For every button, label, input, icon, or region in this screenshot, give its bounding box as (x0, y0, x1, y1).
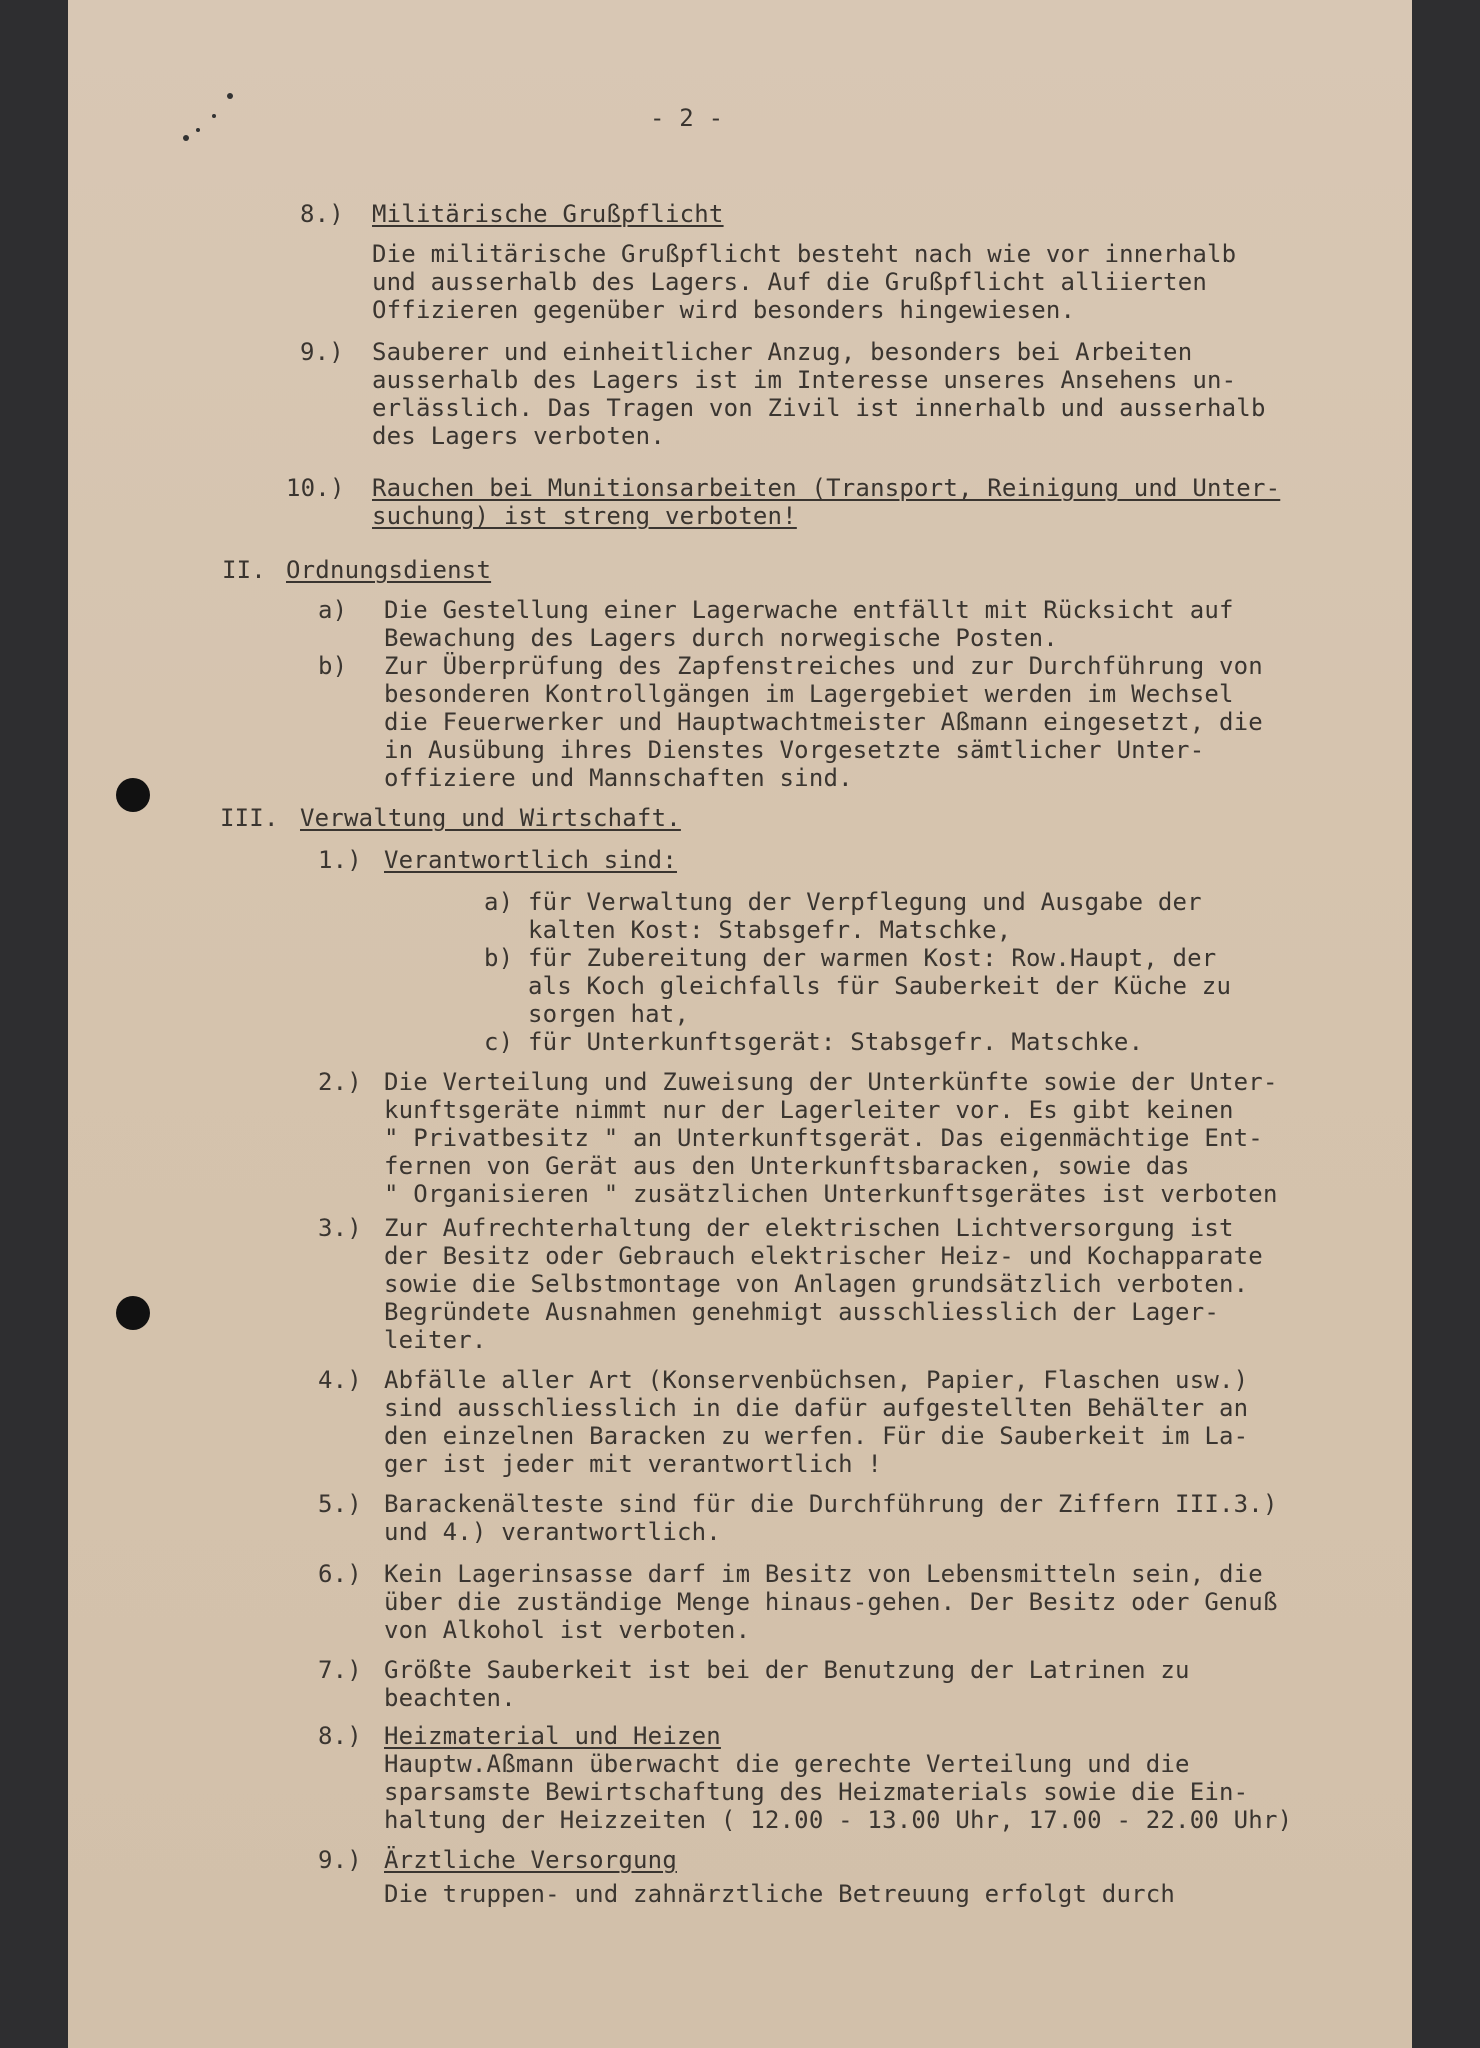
paragraph-line: sowie die Selbstmontage von Anlagen grundsätzlich verboten. (384, 1270, 1249, 1298)
section-heading: Militärische Grußpflicht (372, 200, 724, 228)
item-number: 1.) (318, 846, 362, 874)
paragraph-line: Die Verteilung und Zuweisung der Unterkünfte sowie der Unter- (384, 1068, 1278, 1096)
paragraph-line: kalten Kost: Stabsgefr. Matschke, (484, 916, 1012, 944)
paragraph-line: Zur Überprüfung des Zapfenstreiches und zur Durchführung von (384, 652, 1263, 680)
paragraph-line: der Besitz oder Gebrauch elektrischer Heiz- und Kochapparate (384, 1242, 1263, 1270)
paragraph-line: Zur Aufrechterhaltung der elektrischen Lichtversorgung ist (384, 1214, 1234, 1242)
paragraph-line: Abfälle aller Art (Konservenbüchsen, Papier, Flaschen usw.) (384, 1366, 1249, 1394)
paragraph-line: Die militärische Grußpflicht besteht nach wie vor innerhalb (372, 240, 1237, 268)
paragraph-line: Bewachung des Lagers durch norwegische Posten. (384, 624, 1058, 652)
paragraph-line: a) für Verwaltung der Verpflegung und Ausgabe der (484, 888, 1202, 916)
item-number: 6.) (318, 1560, 362, 1588)
item-number: 3.) (318, 1214, 362, 1242)
document-page (68, 0, 1412, 2048)
paragraph-line: " Organisieren " zusätzlichen Unterkunftsgerätes ist verboten (384, 1180, 1278, 1208)
paragraph-line: kunftsgeräte nimmt nur der Lagerleiter vor. Es gibt keinen (384, 1096, 1234, 1124)
item-label: b) (318, 652, 348, 680)
paragraph-line: Hauptw.Aßmann überwacht die gerechte Verteilung und die (384, 1750, 1190, 1778)
paragraph-line: Sauberer und einheitlicher Anzug, besonders bei Arbeiten (372, 338, 1193, 366)
paragraph-line: Rauchen bei Munitionsarbeiten (Transport, Reinigung und Unter- (372, 474, 1281, 502)
paragraph-line: haltung der Heizzeiten ( 12.00 - 13.00 Uhr, 17.00 - 22.00 Uhr) (384, 1806, 1293, 1834)
paragraph-line: Die Gestellung einer Lagerwache entfällt mit Rücksicht auf (384, 596, 1234, 624)
paragraph-line: des Lagers verboten. (372, 422, 665, 450)
paragraph-line: " Privatbesitz " an Unterkunftsgerät. Das eigenmächtige Ent- (384, 1124, 1263, 1152)
page-number: - 2 - (650, 104, 724, 132)
punch-hole-upper (116, 778, 150, 812)
item-number: 8.) (300, 200, 344, 228)
item-number: 10.) (286, 474, 345, 502)
section-number: II. (222, 556, 266, 584)
paragraph-line: als Koch gleichfalls für Sauberkeit der Küche zu (484, 972, 1232, 1000)
paragraph-line: sparsamste Bewirtschaftung des Heizmaterials sowie die Ein- (384, 1778, 1249, 1806)
paragraph-line: Die truppen- und zahnärztliche Betreuung erfolgt durch (384, 1880, 1176, 1908)
item-number: 4.) (318, 1366, 362, 1394)
paragraph-line: b) für Zubereitung der warmen Kost: Row.Haupt, der (484, 944, 1217, 972)
section-heading: Ordnungsdienst (286, 556, 492, 584)
paragraph-line: erlässlich. Das Tragen von Zivil ist innerhalb und ausserhalb (372, 394, 1266, 422)
paragraph-line: fernen von Gerät aus den Unterkunftsbaracken, sowie das (384, 1152, 1190, 1180)
paragraph-line: beachten. (384, 1684, 516, 1712)
paragraph-line: besonderen Kontrollgängen im Lagergebiet werden im Wechsel (384, 680, 1234, 708)
paragraph-line: Barackenälteste sind für die Durchführung der Ziffern III.3.) (384, 1490, 1278, 1518)
paragraph-line: sind ausschliesslich in die dafür aufgestellten Behälter an (384, 1394, 1249, 1422)
paragraph-line: Größte Sauberkeit ist bei der Benutzung der Latrinen zu (384, 1656, 1190, 1684)
paragraph-line: ausserhalb des Lagers ist im Interesse unseres Ansehens un- (372, 366, 1237, 394)
paragraph-line: Kein Lagerinsasse darf im Besitz von Lebensmitteln sein, die (384, 1560, 1263, 1588)
paragraph-line: die Feuerwerker und Hauptwachtmeister Aßmann eingesetzt, die (384, 708, 1263, 736)
item-number: 8.) (318, 1722, 362, 1750)
paragraph-line: und ausserhalb des Lagers. Auf die Grußpflicht alliierten (372, 268, 1208, 296)
paragraph-line: offiziere und Mannschaften sind. (384, 764, 853, 792)
section-number: III. (220, 804, 279, 832)
paragraph-line: leiter. (384, 1326, 487, 1354)
section-heading: Heizmaterial und Heizen (384, 1722, 721, 1750)
item-number: 9.) (318, 1846, 362, 1874)
paragraph-line: von Alkohol ist verboten. (384, 1616, 751, 1644)
paragraph-line: den einzelnen Baracken zu werfen. Für die Sauberkeit im La- (384, 1422, 1249, 1450)
paragraph-line: und 4.) verantwortlich. (384, 1518, 721, 1546)
section-heading: Verwaltung und Wirtschaft. (300, 804, 681, 832)
item-number: 9.) (300, 338, 344, 366)
paragraph-line: c) für Unterkunftsgerät: Stabsgefr. Matschke. (484, 1028, 1144, 1056)
item-label: a) (318, 596, 348, 624)
paragraph-line: in Ausübung ihres Dienstes Vorgesetzte sämtlicher Unter- (384, 736, 1205, 764)
section-heading: Ärztliche Versorgung (384, 1846, 677, 1874)
item-number: 2.) (318, 1068, 362, 1096)
paragraph-line: suchung) ist streng verboten! (372, 502, 797, 530)
section-heading: Verantwortlich sind: (384, 846, 677, 874)
paragraph-line: ger ist jeder mit verantwortlich ! (384, 1450, 883, 1478)
paragraph-line: über die zuständige Menge hinaus-gehen. Der Besitz oder Genuß (384, 1588, 1278, 1616)
paragraph-line: Begründete Ausnahmen genehmigt ausschliesslich der Lager- (384, 1298, 1220, 1326)
paragraph-line: Offizieren gegenüber wird besonders hingewiesen. (372, 296, 1076, 324)
punch-hole-lower (116, 1296, 150, 1330)
item-number: 5.) (318, 1490, 362, 1518)
pencil-mark (178, 86, 238, 146)
item-number: 7.) (318, 1656, 362, 1684)
paragraph-line: sorgen hat, (484, 1000, 690, 1028)
